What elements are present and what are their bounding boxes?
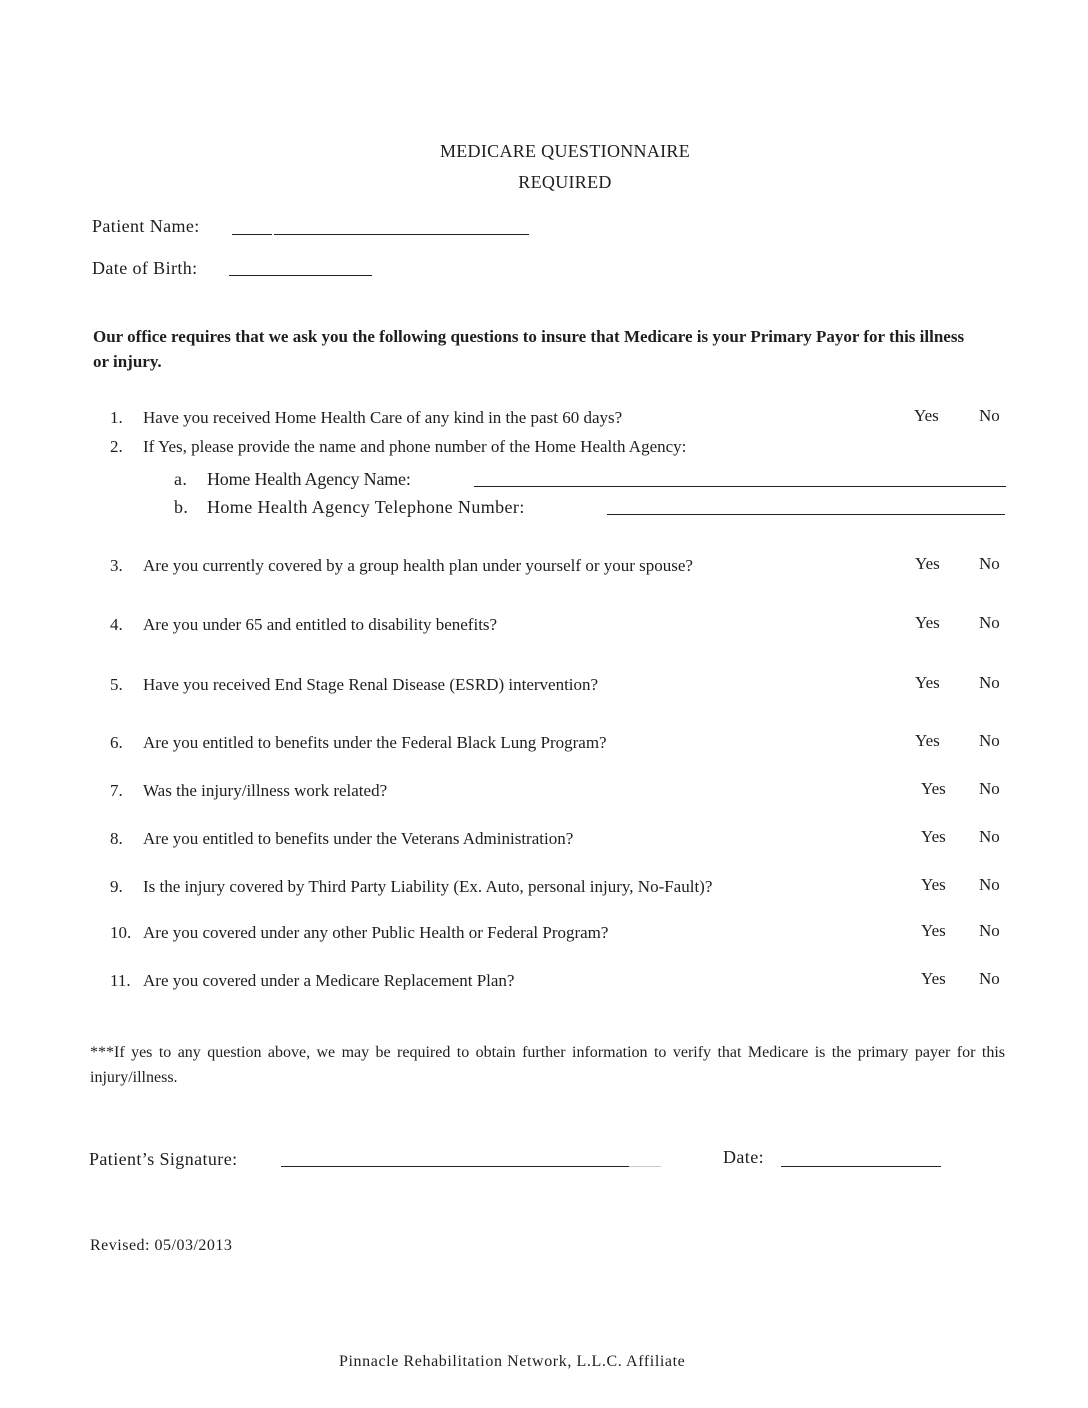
yes-option[interactable]: Yes (914, 406, 939, 425)
yes-option[interactable]: Yes (915, 613, 940, 632)
question-number: 9. (110, 877, 123, 896)
question-text: Are you entitled to benefits under the Veterans Administration? (143, 829, 574, 848)
no-option[interactable]: No (979, 406, 1000, 425)
patient-name-line-left (232, 234, 272, 235)
yes-option[interactable]: Yes (915, 731, 940, 750)
question-text: Are you under 65 and entitled to disability benefits? (143, 615, 498, 634)
dob-label: Date of Birth: (92, 258, 198, 278)
patient-name-label: Patient Name: (92, 216, 200, 236)
signature-field[interactable] (285, 1146, 655, 1168)
agency-name-line (474, 486, 1006, 487)
question-number: 11. (110, 971, 131, 990)
yes-option[interactable]: Yes (915, 673, 940, 692)
question-number: 8. (110, 829, 123, 848)
question-text: Have you received Home Health Care of any kind in the past 60 days? (143, 408, 623, 427)
no-option[interactable]: No (979, 613, 1000, 632)
question-number: 6. (110, 733, 123, 752)
question-number: 2. (110, 437, 123, 456)
yes-option[interactable]: Yes (921, 921, 946, 940)
question-number: 4. (110, 615, 123, 634)
dob-line (229, 275, 372, 276)
question-text: Are you currently covered by a group health plan under yourself or your spouse? (143, 556, 693, 575)
question-text: If Yes, please provide the name and phone number of the Home Health Agency: (143, 437, 687, 456)
agency-phone-label: Home Health Agency Telephone Number: (207, 497, 525, 517)
question-number: 5. (110, 675, 123, 694)
no-option[interactable]: No (979, 969, 1000, 988)
yes-option[interactable]: Yes (921, 969, 946, 988)
patient-name-field[interactable] (240, 214, 528, 236)
agency-phone-letter: b. (174, 497, 189, 517)
form-title: MEDICARE QUESTIONNAIRE (439, 141, 691, 161)
question-text: Was the injury/illness work related? (143, 781, 388, 800)
no-option[interactable]: No (979, 731, 1000, 750)
intro-instructions: Our office requires that we ask you the following questions to insure that Medicare is your Primary Payor for this illness or injury. (93, 327, 965, 371)
footer-affiliation: Pinnacle Rehabilitation Network, L.L.C. Affiliate (339, 1353, 686, 1370)
no-option[interactable]: No (979, 673, 1000, 692)
agency-name-label: Home Health Agency Name: (207, 469, 411, 489)
no-option[interactable]: No (979, 827, 1000, 846)
revision-date: Revised: 05/03/2013 (90, 1237, 233, 1254)
form-subtitle: REQUIRED (518, 172, 612, 192)
verification-note: ***If yes to any question above, we may be required to obtain further information to verify that Medicare is the primary payer for this injury/illness. (90, 1044, 1005, 1086)
signature-line-faded (629, 1166, 661, 1167)
no-option[interactable]: No (979, 779, 1000, 798)
date-field[interactable] (786, 1145, 938, 1167)
yes-option[interactable]: Yes (915, 554, 940, 573)
question-text: Have you received End Stage Renal Disease (ESRD) intervention? (143, 675, 599, 694)
signature-line (281, 1166, 629, 1167)
question-text: Are you covered under any other Public Health or Federal Program? (143, 923, 609, 942)
question-number: 1. (110, 408, 123, 427)
yes-option[interactable]: Yes (921, 827, 946, 846)
no-option[interactable]: No (979, 554, 1000, 573)
signature-label: Patient’s Signature: (89, 1149, 238, 1169)
patient-name-line (274, 234, 529, 235)
question-text: Are you covered under a Medicare Replacement Plan? (143, 971, 515, 990)
yes-option[interactable]: Yes (921, 875, 946, 894)
question-text: Is the injury covered by Third Party Liability (Ex. Auto, personal injury, No-Fault)? (143, 877, 713, 896)
question-number: 7. (110, 781, 123, 800)
no-option[interactable]: No (979, 875, 1000, 894)
agency-name-letter: a. (174, 469, 188, 489)
yes-option[interactable]: Yes (921, 779, 946, 798)
date-label: Date: (723, 1147, 764, 1167)
agency-phone-line (607, 514, 1005, 515)
question-number: 3. (110, 556, 123, 575)
question-number: 10. (110, 923, 132, 942)
no-option[interactable]: No (979, 921, 1000, 940)
question-text: Are you entitled to benefits under the Federal Black Lung Program? (143, 733, 607, 752)
date-line (781, 1166, 941, 1167)
